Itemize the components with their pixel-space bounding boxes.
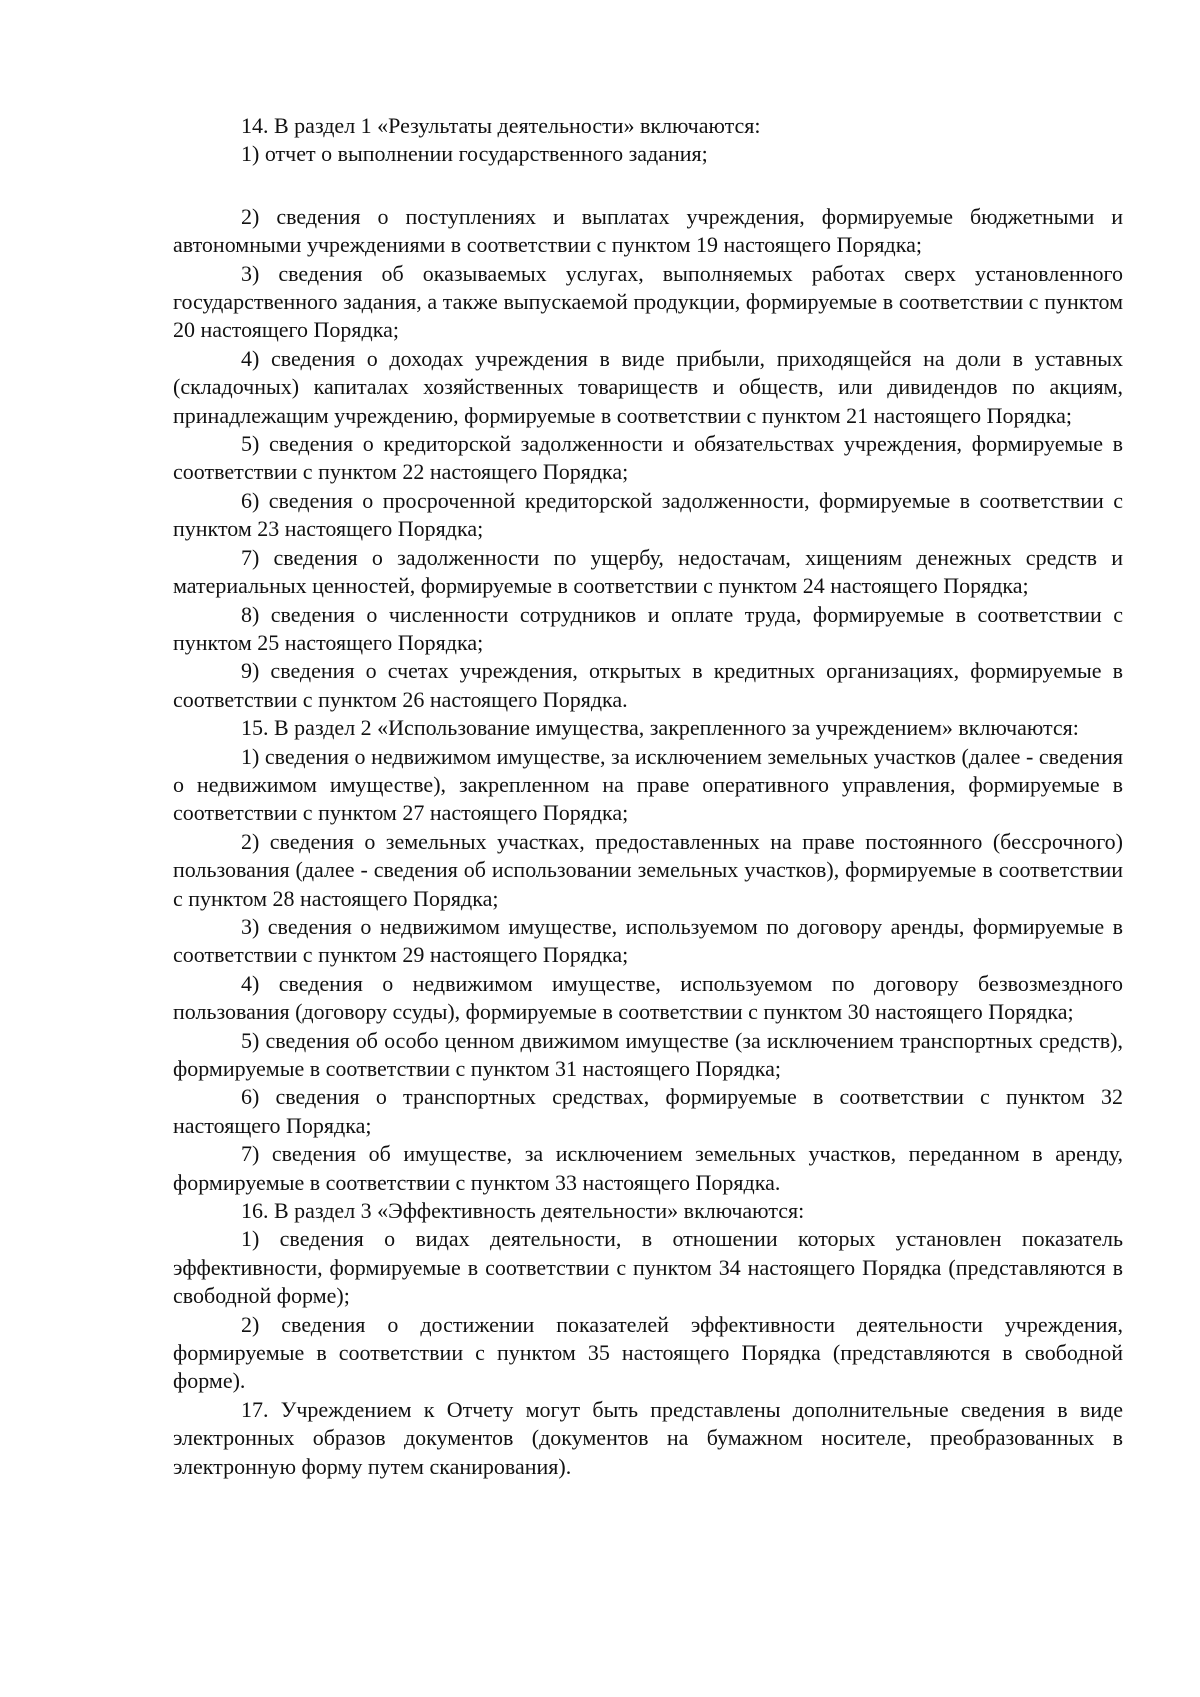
- paragraph-16-item-2: 2) сведения о достижении показателей эффективности деятельности учреждения, формируемые в соответствии с пунктом 35 настоящего Порядка (представляются в свободной форме).: [173, 1311, 1123, 1394]
- paragraph-15-item-7: 7) сведения об имуществе, за исключением земельных участков, переданном в аренду, формируемые в соответствии с пунктом 33 настоящего Порядка.: [173, 1141, 1123, 1195]
- paragraph-14-item-6: 6) сведения о просроченной кредиторской задолженности, формируемые в соответствии с пунктом 23 настоящего Порядка;: [173, 487, 1123, 542]
- paragraph-14-item-8: 8) сведения о численности сотрудников и оплате труда, формируемые в соответствии с пунктом 25 настоящего Порядка;: [173, 601, 1123, 655]
- paragraph-16-item-1: 1) сведения о видах деятельности, в отношении которых установлен показатель эффективности, формируемые в соответствии с пунктом 34 настоящего Порядка (представляются в свободной форме);: [173, 1226, 1123, 1309]
- paragraph-15-item-5: 5) сведения об особо ценном движимом имуществе (за исключением транспортных средств), формируемые в соответствии с пунктом 31 настоящего Порядка;: [173, 1027, 1123, 1081]
- paragraph-14-item-4: 4) сведения о доходах учреждения в виде прибыли, приходящейся на доли в уставных (складочных) капиталах хозяйственных товариществ и обществ, или дивидендов по акциям, принадлежащим учреждению, формируемые в соответствии с пунктом 21 настоящего Порядка;: [173, 345, 1123, 428]
- blank-line: [173, 169, 1123, 203]
- paragraph-14-item-7: 7) сведения о задолженности по ущербу, недостачам, хищениям денежных средств и материальных ценностей, формируемые в соответствии с пунктом 24 настоящего Порядка;: [173, 544, 1123, 599]
- document-body: [173, 112, 1123, 1481]
- paragraph-14-item-5: 5) сведения о кредиторской задолженности и обязательствах учреждения, формируемые в соответствии с пунктом 22 настоящего Порядка;: [173, 431, 1123, 485]
- paragraph-17: 17. Учреждением к Отчету могут быть представлены дополнительные сведения в виде электронных образов документов (документов на бумажном носителе, преобразованных в электронную форму путем сканирования).: [173, 1396, 1123, 1479]
- paragraph-14-item-9: 9) сведения о счетах учреждения, открытых в кредитных организациях, формируемые в соответствии с пунктом 26 настоящего Порядка.: [173, 658, 1123, 712]
- paragraph-14-item-2: 2) сведения о поступлениях и выплатах учреждения, формируемые бюджетными и автономными учреждениями в соответствии с пунктом 19 настоящего Порядка;: [173, 203, 1123, 258]
- paragraph-15-item-6: 6) сведения о транспортных средствах, формируемые в соответствии с пунктом 32 настоящего Порядка;: [173, 1084, 1123, 1138]
- paragraph-15-item-1: 1) сведения о недвижимом имуществе, за исключением земельных участков (далее - сведения о недвижимом имуществе), закрепленном на праве оперативного управления, формируемые в соответствии с пунктом 27 настоящего Порядка;: [173, 743, 1123, 826]
- paragraph-16-heading: 16. В раздел 3 «Эффективность деятельности» включаются:: [241, 1198, 805, 1224]
- paragraph-15-heading: 15. В раздел 2 «Использование имущества, закрепленного за учреждением» включаются:: [241, 715, 1079, 741]
- paragraph-14-heading: 14. В раздел 1 «Результаты деятельности» включаются:: [241, 113, 761, 138]
- paragraph-15-item-4: 4) сведения о недвижимом имуществе, используемом по договору безвозмездного пользования (договору ссуды), формируемые в соответствии с пунктом 30 настоящего Порядка;: [173, 970, 1123, 1025]
- paragraph-14-item-1: 1) отчет о выполнении государственного задания;: [241, 141, 708, 167]
- paragraph-15-item-3: 3) сведения о недвижимом имуществе, используемом по договору аренды, формируемые в соответствии с пунктом 29 настоящего Порядка;: [173, 913, 1123, 968]
- paragraph-15-item-2: 2) сведения о земельных участках, предоставленных на праве постоянного (бессрочного) пользования (далее - сведения об использовании земельных участков), формируемые в соответствии с пунктом 28 настоящего Порядка;: [173, 828, 1123, 911]
- paragraph-14-item-3: 3) сведения об оказываемых услугах, выполняемых работах сверх установленного государственного задания, а также выпускаемой продукции, формируемые в соответствии с пунктом 20 настоящего Порядка;: [173, 260, 1123, 343]
